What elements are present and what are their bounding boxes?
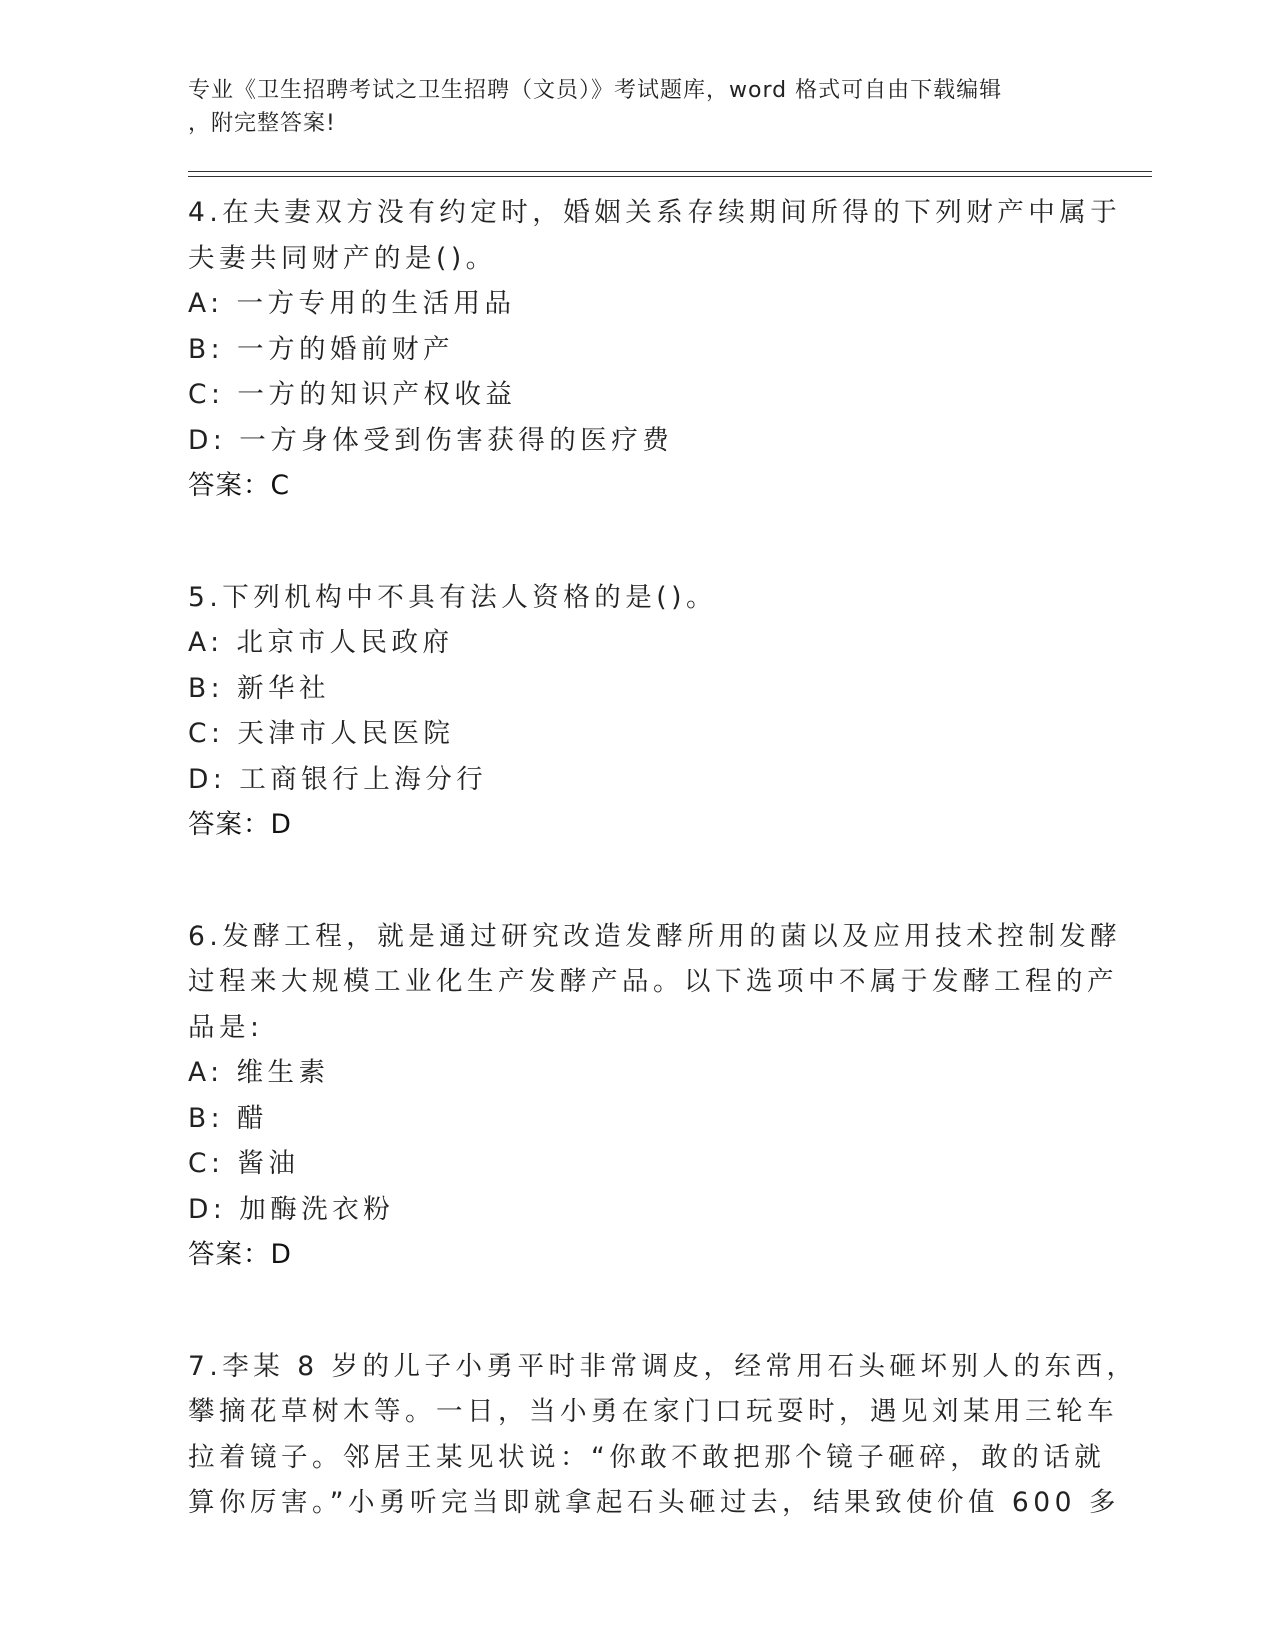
document-header xyxy=(188,74,1068,140)
answer-text: 答案：D xyxy=(188,809,292,840)
question-stem-line: 4.在夫妻双方没有约定时，婚姻关系存续期间所得的下列财产中属于 xyxy=(188,197,1122,228)
option-a: A: 一方专用的生活用品 xyxy=(188,288,516,319)
question-4 xyxy=(188,190,1122,509)
question-stem-line: 7.李某 8 岁的儿子小勇平时非常调皮，经常用石头砸坏别人的东西， xyxy=(188,1350,1138,1382)
question-6 xyxy=(188,914,1122,1278)
question-7 xyxy=(188,1344,1138,1526)
option-d: D: 工商银行上海分行 xyxy=(188,763,488,795)
option-d: D: 一方身体受到伤害获得的医疗费 xyxy=(188,424,674,456)
question-gap xyxy=(188,509,1088,575)
question-stem-line: 过程来大规模工业化生产发酵产品。以下选项中不属于发酵工程的产 xyxy=(188,966,1118,997)
option-a: A: 北京市人民政府 xyxy=(188,627,454,658)
question-stem-line: 品是: xyxy=(188,1011,264,1043)
header-rule-bottom xyxy=(188,176,1152,177)
header-line-2: ，附完整答案! xyxy=(188,111,336,136)
question-stem-line: 算你厉害。”小勇听完当即就拿起石头砸过去，结果致使价值 600 多 xyxy=(188,1487,1120,1518)
header-rule-top xyxy=(188,171,1152,172)
answer-text: 答案：D xyxy=(188,1239,292,1270)
option-b: B: 醋 xyxy=(188,1102,269,1134)
question-list xyxy=(188,190,1138,1526)
question-stem-line: 拉着镜子。邻居王某见状说：“你敢不敢把那个镜子砸碎，敢的话就 xyxy=(188,1441,1106,1473)
option-c: C: 一方的知识产权收益 xyxy=(188,379,517,410)
question-stem-line: 5.下列机构中不具有法人资格的是()。 xyxy=(188,581,717,613)
question-stem-line: 夫妻共同财产的是()。 xyxy=(188,242,497,274)
answer-text: 答案：C xyxy=(188,470,291,501)
option-d: D: 加酶洗衣粉 xyxy=(188,1193,395,1225)
header-line-1: 专业《卫生招聘考试之卫生招聘（文员）》考试题库，word 格式可自由下载编辑 xyxy=(188,78,1003,103)
question-stem-line: 攀摘花草树木等。一日，当小勇在家门口玩耍时，遇见刘某用三轮车 xyxy=(188,1396,1118,1427)
option-c: C: 酱油 xyxy=(188,1148,300,1179)
option-b: B: 新华社 xyxy=(188,672,331,704)
question-gap xyxy=(188,1278,1088,1344)
option-a: A: 维生素 xyxy=(188,1057,330,1088)
question-stem-line: 6.发酵工程，就是通过研究改造发酵所用的菌以及应用技术控制发酵 xyxy=(188,920,1122,952)
option-c: C: 天津市人民医院 xyxy=(188,718,455,749)
option-b: B: 一方的婚前财产 xyxy=(188,333,455,365)
question-5 xyxy=(188,575,1088,848)
question-gap xyxy=(188,848,1088,914)
